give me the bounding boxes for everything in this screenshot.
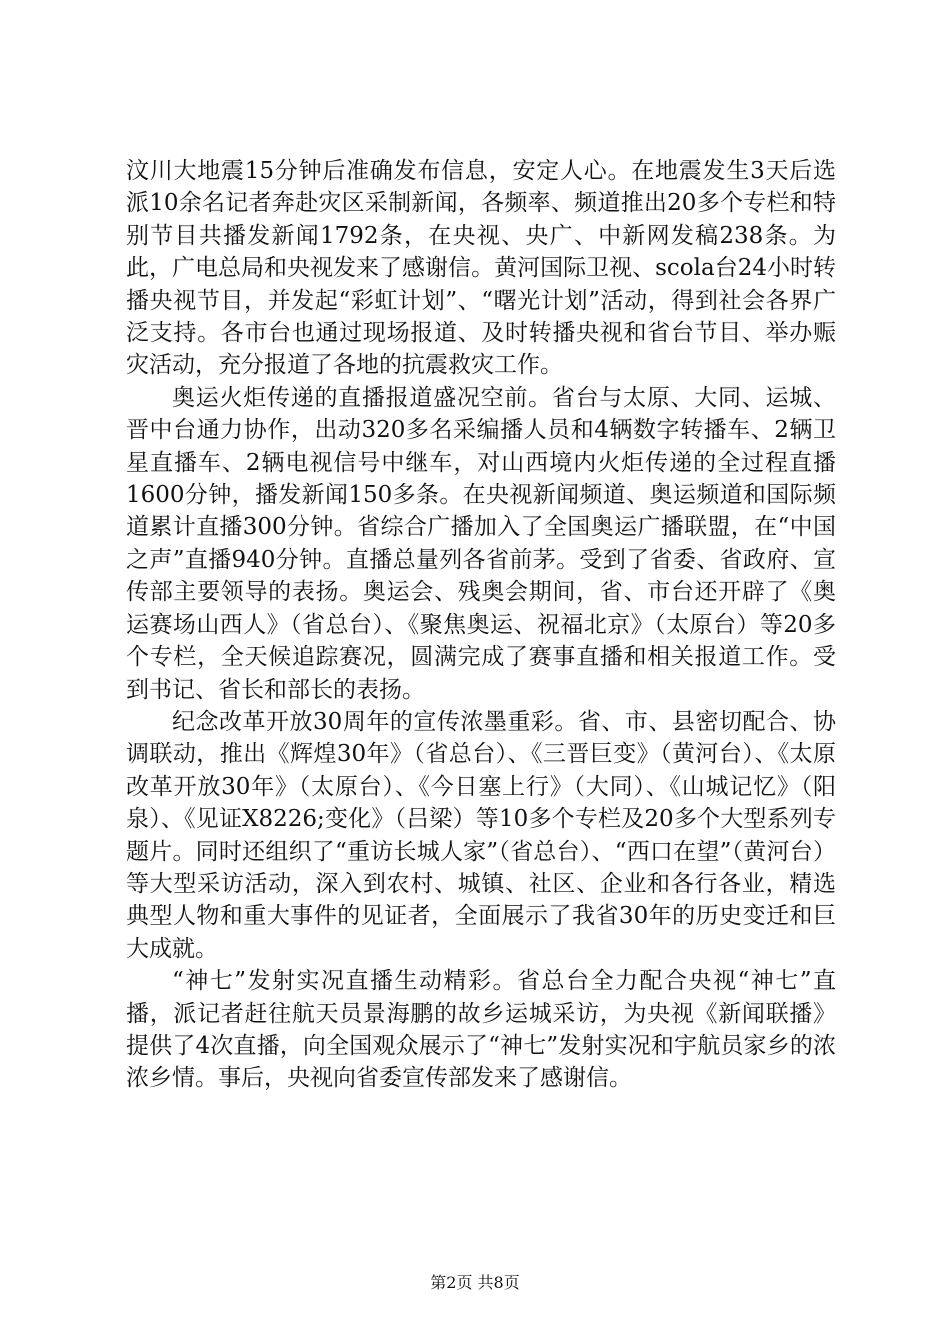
paragraph-reform-anniversary: 纪念改革开放30周年的宣传浓墨重彩。省、市、县密切配合、协调联动，推出《辉煌30年》（省总台）、《三晋巨变》（黄河台）、《太原改革开放30年》（太原台）、《今日塞上行》（大同）、《山城记忆》（阳泉）、《见证X8226;变化》（吕梁）等10多个专栏及20多个大型系列专题片。同时还组织了“重访长城人家”（省总台）、“西口在望”（黄河台）等大型采访活动，深入到农村、城镇、社区、企业和各行各业，精选典型人物和重大事件的见证者，全面展示了我省30年的历史变迁和巨大成就。 bbox=[126, 708, 836, 962]
paragraph-shenzhou-seven: “神七”发射实况直播生动精彩。省总台全力配合央视“神七”直播，派记者赶往航天员景海鹏的故乡运城采访，为央视《新闻联播》提供了4次直播，向全国观众展示了“神七”发射实况和宇航员家乡的浓浓乡情。事后，央视向省委宣传部发来了感谢信。 bbox=[126, 968, 836, 1092]
document-body bbox=[126, 155, 836, 1095]
page-footer bbox=[0, 1270, 950, 1293]
paragraph-olympic-torch: 奥运火炬传递的直播报道盛况空前。省台与太原、大同、运城、晋中台通力协作，出动320多名采编播人员和4辆数字转播车、2辆卫星直播车、2辆电视信号中继车，对山西境内火炬传递的全过程直播1600分钟，播发新闻150多条。在央视新闻频道、奥运频道和国际频道累计直播300分钟。省综合广播加入了全国奥运广播联盟，在“中国之声”直播940分钟。直播总量列各省前茅。受到了省委、省政府、宣传部主要领导的表扬。奥运会、残奥会期间，省、市台还开辟了《奥运赛场山西人》（省总台）、《聚焦奥运、祝福北京》（太原台）等20多个专栏，全天候追踪赛况，圆满完成了赛事直播和相关报道工作。受到书记、省长和部长的表扬。 bbox=[126, 384, 836, 703]
paragraph-earthquake-report: 汶川大地震15分钟后准确发布信息，安定人心。在地震发生3天后选派10余名记者奔赴灾区采制新闻，各频率、频道推出20多个专栏和特别节目共播发新闻1792条，在央视、央广、中新网发稿238条。为此，广电总局和央视发来了感谢信。黄河国际卫视、scola台24小时转播央视节目，并发起“彩虹计划”、“曙光计划”活动，得到社会各界广泛支持。各市台也通过现场报道、及时转播央视和省台节目、举办赈灾活动，充分报道了各地的抗震救灾工作。 bbox=[126, 158, 836, 379]
page-number: 第2页 共8页 bbox=[430, 1273, 520, 1292]
